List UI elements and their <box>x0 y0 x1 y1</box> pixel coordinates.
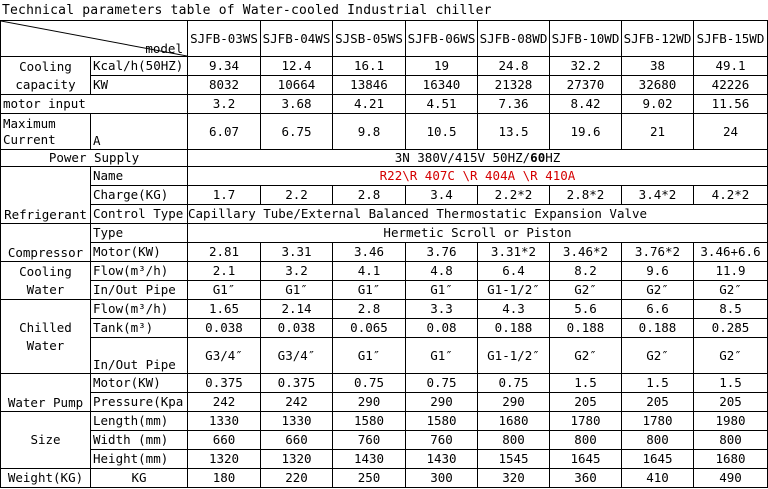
length-label: Length(mm) <box>91 412 188 431</box>
tank-value: 0.038 <box>261 319 333 338</box>
motor-input-value: 9.02 <box>622 95 694 114</box>
width-value: 760 <box>333 431 406 450</box>
table-row <box>1 469 768 488</box>
weight-value: 410 <box>622 469 694 488</box>
table-row <box>1 319 768 338</box>
weight-value: 320 <box>478 469 550 488</box>
max-current-value: 19.6 <box>550 114 622 150</box>
model-name: SJFB-10WD <box>550 21 622 57</box>
chilled-flow-value: 2.8 <box>333 300 406 319</box>
model-name: SJFB-08WD <box>478 21 550 57</box>
tank-value: 0.285 <box>694 319 768 338</box>
cooling-pipe-value: G1″ <box>406 281 478 300</box>
refrigerant-label: Refrigerant <box>1 167 91 224</box>
length-value: 1580 <box>406 412 478 431</box>
kcal-value: 32.2 <box>550 57 622 76</box>
pump-motor-value: 0.375 <box>188 374 261 393</box>
table-title: Technical parameters table of Water-cooled Industrial chiller <box>2 3 492 18</box>
size-label: Size <box>1 412 91 469</box>
height-value: 1430 <box>406 450 478 469</box>
charge-value: 4.2*2 <box>694 186 768 205</box>
compressor-motor-value: 3.46 <box>333 243 406 262</box>
chilled-pipe-value: G3/4″ <box>261 338 333 374</box>
height-value: 1430 <box>333 450 406 469</box>
kw-value: 27370 <box>550 76 622 95</box>
cooling-flow-value: 9.6 <box>622 262 694 281</box>
chilled-pipe-label: In/Out Pipe <box>91 338 188 374</box>
chilled-pipe-value: G2″ <box>622 338 694 374</box>
height-value: 1645 <box>622 450 694 469</box>
cooling-flow-value: 4.8 <box>406 262 478 281</box>
motor-input-value: 7.36 <box>478 95 550 114</box>
table-row <box>1 412 768 431</box>
power-supply-value: 3N 380V/415V 50HZ/60HZ <box>188 150 768 167</box>
width-value: 800 <box>478 431 550 450</box>
tank-value: 0.038 <box>188 319 261 338</box>
weight-unit-label: KG <box>91 469 188 488</box>
kcal-value: 16.1 <box>333 57 406 76</box>
kw-label: KW <box>91 76 188 95</box>
motor-input-value: 4.21 <box>333 95 406 114</box>
kw-value: 10664 <box>261 76 333 95</box>
compressor-motor-value: 3.46*2 <box>550 243 622 262</box>
kw-value: 16340 <box>406 76 478 95</box>
pump-pressure-value: 242 <box>188 393 261 412</box>
chilled-pipe-value: G3/4″ <box>188 338 261 374</box>
header-row <box>1 21 768 57</box>
table-row <box>1 186 768 205</box>
chilled-flow-value: 2.14 <box>261 300 333 319</box>
water-pump-label: Water Pump <box>1 374 91 412</box>
table-row <box>1 300 768 319</box>
table-row <box>1 262 768 281</box>
chilled-pipe-value: G1-1/2″ <box>478 338 550 374</box>
cooling-pipe-value: G2″ <box>622 281 694 300</box>
tank-value: 0.188 <box>622 319 694 338</box>
cooling-pipe-value: G1-1/2″ <box>478 281 550 300</box>
pump-pressure-value: 205 <box>550 393 622 412</box>
compressor-type-value: Hermetic Scroll or Piston <box>188 224 768 243</box>
chilled-flow-value: 4.3 <box>478 300 550 319</box>
table-row <box>1 205 768 224</box>
table-row <box>1 167 768 186</box>
chilled-flow-value: 5.6 <box>550 300 622 319</box>
kw-value: 13846 <box>333 76 406 95</box>
cooling-flow-value: 3.2 <box>261 262 333 281</box>
model-corner-cell <box>1 21 188 57</box>
height-value: 1545 <box>478 450 550 469</box>
cooling-flow-value: 2.1 <box>188 262 261 281</box>
pump-pressure-value: 290 <box>333 393 406 412</box>
amp-unit-label: A <box>91 114 188 150</box>
height-value: 1320 <box>188 450 261 469</box>
pump-motor-value: 0.375 <box>261 374 333 393</box>
max-current-value: 13.5 <box>478 114 550 150</box>
pump-motor-value: 0.75 <box>478 374 550 393</box>
charge-value: 2.8 <box>333 186 406 205</box>
table-row <box>1 450 768 469</box>
charge-value: 1.7 <box>188 186 261 205</box>
charge-value: 2.2 <box>261 186 333 205</box>
length-value: 1330 <box>261 412 333 431</box>
width-value: 800 <box>622 431 694 450</box>
cooling-flow-label: Flow(m³/h) <box>91 262 188 281</box>
power-supply-label: Power Supply <box>1 150 188 167</box>
pump-pressure-value: 290 <box>478 393 550 412</box>
table-row <box>1 431 768 450</box>
tank-value: 0.188 <box>478 319 550 338</box>
chilled-pipe-value: G1″ <box>333 338 406 374</box>
motor-input-label: motor input <box>1 95 188 114</box>
parameters-table <box>0 20 768 488</box>
max-current-value: 21 <box>622 114 694 150</box>
tank-value: 0.065 <box>333 319 406 338</box>
charge-value: 2.8*2 <box>550 186 622 205</box>
kw-value: 32680 <box>622 76 694 95</box>
kcal-label: Kcal/h(50HZ) <box>91 57 188 76</box>
pump-pressure-value: 205 <box>694 393 768 412</box>
pump-pressure-value: 242 <box>261 393 333 412</box>
chilled-pipe-value: G2″ <box>550 338 622 374</box>
length-value: 1580 <box>333 412 406 431</box>
compressor-motor-value: 3.31 <box>261 243 333 262</box>
table-row <box>1 76 768 95</box>
cooling-flow-value: 11.9 <box>694 262 768 281</box>
control-type-value: Capillary Tube/External Balanced Thermostatic Expansion Valve <box>188 205 768 224</box>
model-name: SJFB-06WS <box>406 21 478 57</box>
kw-value: 42226 <box>694 76 768 95</box>
chilled-flow-value: 8.5 <box>694 300 768 319</box>
charge-value: 3.4*2 <box>622 186 694 205</box>
chilled-flow-value: 3.3 <box>406 300 478 319</box>
model-name: SJFB-04WS <box>261 21 333 57</box>
pump-motor-value: 1.5 <box>694 374 768 393</box>
cooling-water-label: Cooling Water <box>1 262 91 300</box>
cooling-flow-value: 6.4 <box>478 262 550 281</box>
length-value: 1780 <box>622 412 694 431</box>
pump-motor-label: Motor(KW) <box>91 374 188 393</box>
model-name: SJFB-15WD <box>694 21 768 57</box>
table-row <box>1 224 768 243</box>
cooling-pipe-value: G1″ <box>333 281 406 300</box>
tank-value: 0.08 <box>406 319 478 338</box>
model-name: SJFB-03WS <box>188 21 261 57</box>
table-row <box>1 114 768 150</box>
table-row <box>1 281 768 300</box>
kcal-value: 9.34 <box>188 57 261 76</box>
charge-label: Charge(KG) <box>91 186 188 205</box>
length-value: 1980 <box>694 412 768 431</box>
model-name: SJSB-05WS <box>333 21 406 57</box>
compressor-motor-value: 3.76*2 <box>622 243 694 262</box>
chilled-flow-label: Flow(m³/h) <box>91 300 188 319</box>
pump-motor-value: 1.5 <box>550 374 622 393</box>
height-value: 1320 <box>261 450 333 469</box>
cooling-pipe-value: G1″ <box>188 281 261 300</box>
chilled-pipe-value: G2″ <box>694 338 768 374</box>
compressor-label: Compressor <box>1 224 91 262</box>
pump-motor-value: 0.75 <box>406 374 478 393</box>
kw-value: 21328 <box>478 76 550 95</box>
weight-value: 490 <box>694 469 768 488</box>
chilled-flow-value: 1.65 <box>188 300 261 319</box>
max-current-value: 6.75 <box>261 114 333 150</box>
table-row <box>1 95 768 114</box>
kcal-value: 24.8 <box>478 57 550 76</box>
motor-input-value: 3.68 <box>261 95 333 114</box>
width-value: 760 <box>406 431 478 450</box>
width-value: 800 <box>694 431 768 450</box>
tank-label: Tank(m³) <box>91 319 188 338</box>
pump-motor-value: 1.5 <box>622 374 694 393</box>
model-name: SJFB-12WD <box>622 21 694 57</box>
kcal-value: 38 <box>622 57 694 76</box>
length-value: 1680 <box>478 412 550 431</box>
weight-value: 300 <box>406 469 478 488</box>
table-row <box>1 243 768 262</box>
compressor-type-label: Type <box>91 224 188 243</box>
compressor-motor-value: 2.81 <box>188 243 261 262</box>
cooling-pipe-value: G1″ <box>261 281 333 300</box>
chilled-flow-value: 6.6 <box>622 300 694 319</box>
refrigerant-name-value: R22\R 407C \R 404A \R 410A <box>188 167 768 186</box>
weight-value: 250 <box>333 469 406 488</box>
height-label: Height(mm) <box>91 450 188 469</box>
motor-input-value: 11.56 <box>694 95 768 114</box>
weight-value: 360 <box>550 469 622 488</box>
kcal-value: 49.1 <box>694 57 768 76</box>
kw-value: 8032 <box>188 76 261 95</box>
compressor-motor-value: 3.76 <box>406 243 478 262</box>
tank-value: 0.188 <box>550 319 622 338</box>
table-row <box>1 57 768 76</box>
length-value: 1780 <box>550 412 622 431</box>
charge-value: 2.2*2 <box>478 186 550 205</box>
table-row <box>1 393 768 412</box>
chilled-water-label: Chilled Water <box>1 300 91 374</box>
max-current-value: 9.8 <box>333 114 406 150</box>
pump-pressure-value: 290 <box>406 393 478 412</box>
max-current-value: 6.07 <box>188 114 261 150</box>
cooling-pipe-value: G2″ <box>550 281 622 300</box>
refrigerant-name-label: Name <box>91 167 188 186</box>
cooling-pipe-value: G2″ <box>694 281 768 300</box>
height-value: 1645 <box>550 450 622 469</box>
length-value: 1330 <box>188 412 261 431</box>
chilled-pipe-value: G1″ <box>406 338 478 374</box>
kcal-value: 12.4 <box>261 57 333 76</box>
pump-pressure-label: Pressure(Kpa <box>91 393 188 412</box>
control-type-label: Control Type <box>91 205 188 224</box>
max-current-value: 24 <box>694 114 768 150</box>
pump-motor-value: 0.75 <box>333 374 406 393</box>
table-row <box>1 338 768 374</box>
width-label: Width (mm) <box>91 431 188 450</box>
weight-label: Weight(KG) <box>1 469 91 488</box>
kcal-value: 19 <box>406 57 478 76</box>
motor-input-value: 8.42 <box>550 95 622 114</box>
max-current-label: Maximum Current <box>1 114 91 150</box>
table-row <box>1 150 768 167</box>
width-value: 660 <box>188 431 261 450</box>
max-current-value: 10.5 <box>406 114 478 150</box>
height-value: 1680 <box>694 450 768 469</box>
cooling-pipe-label: In/Out Pipe <box>91 281 188 300</box>
width-value: 660 <box>261 431 333 450</box>
cooling-capacity-label: Cooling capacity <box>1 57 91 95</box>
pump-pressure-value: 205 <box>622 393 694 412</box>
compressor-motor-value: 3.46+6.6 <box>694 243 768 262</box>
weight-value: 180 <box>188 469 261 488</box>
cooling-flow-value: 8.2 <box>550 262 622 281</box>
charge-value: 3.4 <box>406 186 478 205</box>
table-row <box>1 374 768 393</box>
compressor-motor-value: 3.31*2 <box>478 243 550 262</box>
model-label: model <box>145 41 183 56</box>
weight-value: 220 <box>261 469 333 488</box>
motor-input-value: 4.51 <box>406 95 478 114</box>
cooling-flow-value: 4.1 <box>333 262 406 281</box>
compressor-motor-label: Motor(KW) <box>91 243 188 262</box>
motor-input-value: 3.2 <box>188 95 261 114</box>
width-value: 800 <box>550 431 622 450</box>
